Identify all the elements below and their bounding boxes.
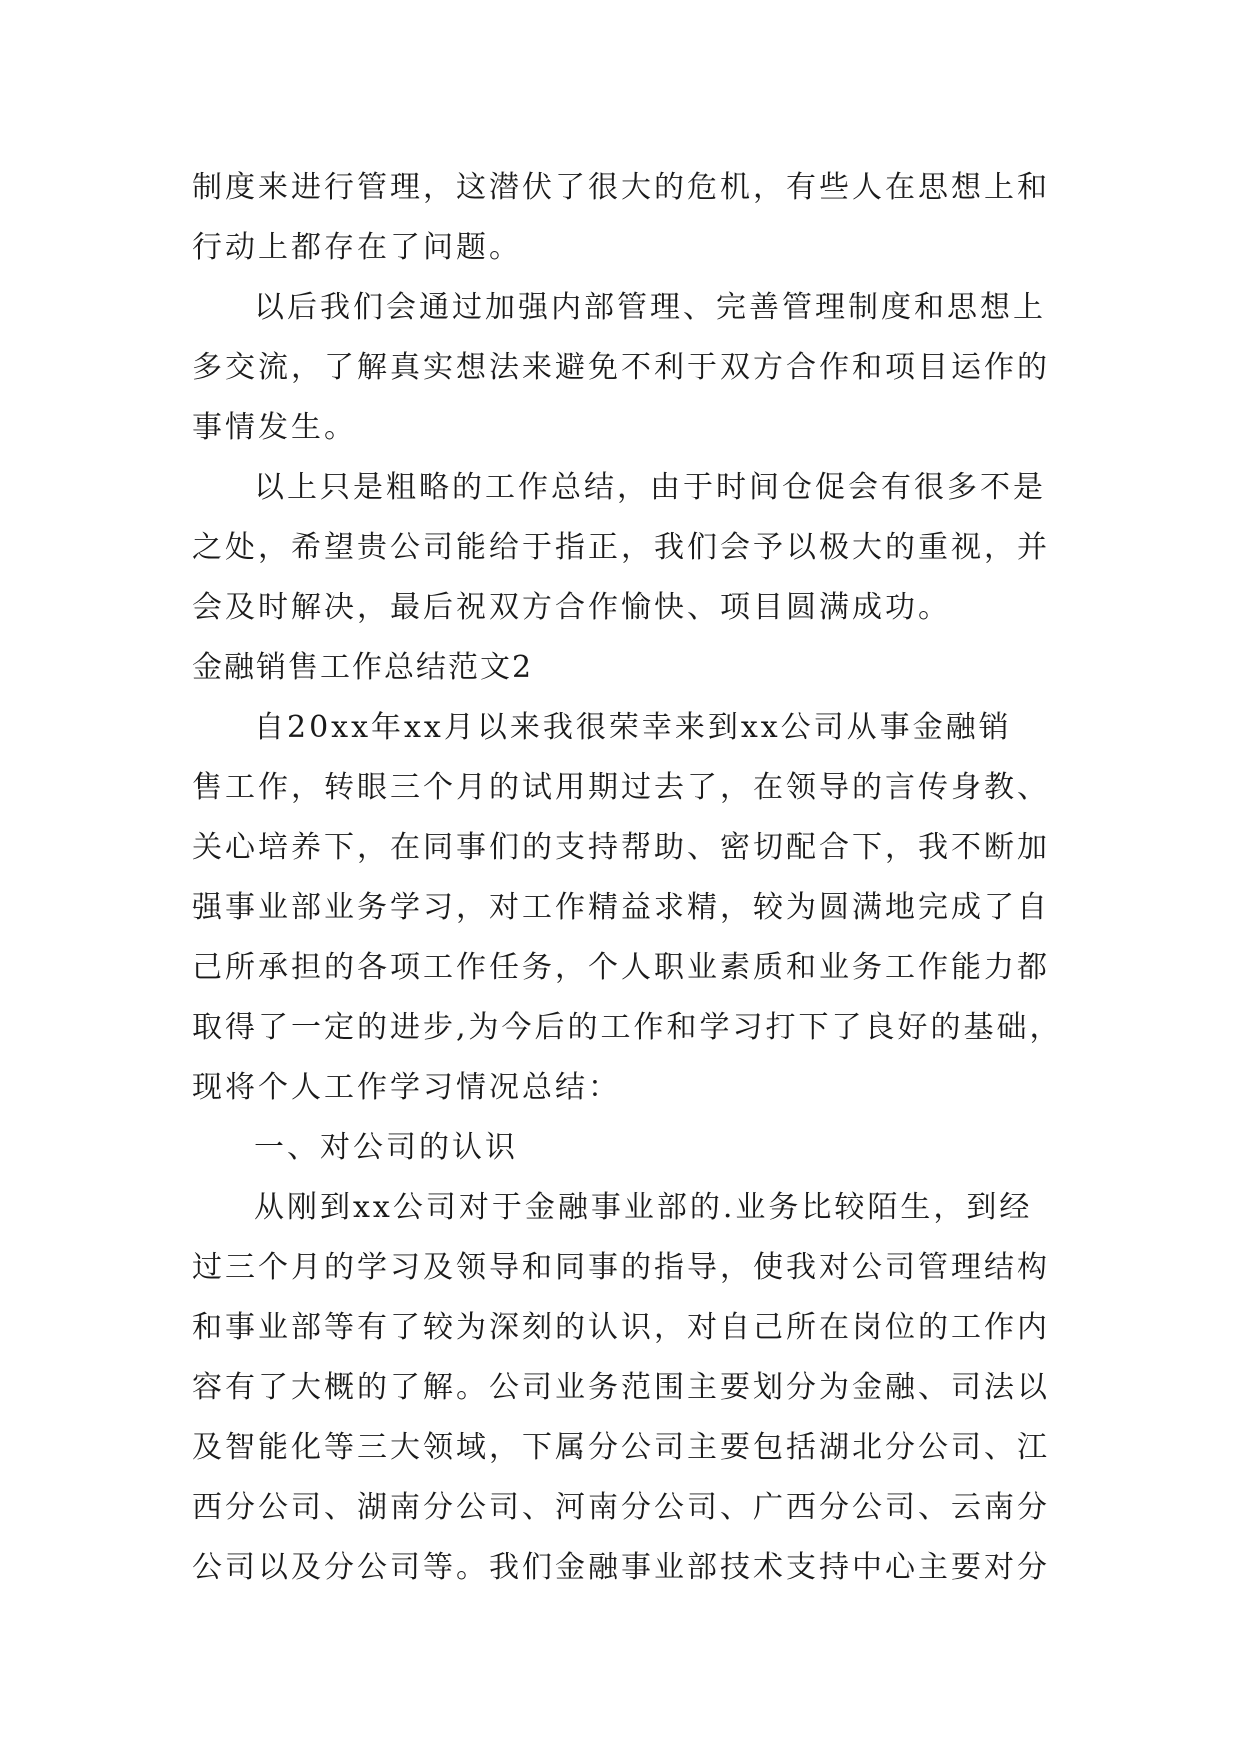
paragraph-1 [192, 158, 1072, 278]
paragraph-line: 会及时解决，最后祝双方合作愉快、项目圆满成功。 [192, 590, 951, 625]
paragraph-line: 自20xx年xx月以来我很荣幸来到xx公司从事金融销 [254, 710, 1012, 745]
paragraph-line: 及智能化等三大领域，下属分公司主要包括湖北分公司、江 [192, 1430, 1050, 1465]
paragraph-line: 以上只是粗略的工作总结，由于时间仓促会有很多不是 [254, 470, 1046, 505]
paragraph-line: 售工作，转眼三个月的试用期过去了，在领导的言传身教、 [192, 770, 1050, 805]
paragraph-line: 事情发生。 [192, 410, 357, 445]
paragraph-line: 从刚到xx公司对于金融事业部的.业务比较陌生，到经 [254, 1190, 1033, 1225]
document-body [192, 158, 1072, 1598]
paragraph-line: 之处，希望贵公司能给于指正，我们会予以极大的重视，并 [192, 530, 1050, 565]
paragraph-3 [192, 458, 1072, 638]
paragraph-4 [192, 698, 1072, 1118]
paragraph-line: 以后我们会通过加强内部管理、完善管理制度和思想上 [254, 290, 1046, 325]
paragraph-2 [192, 278, 1072, 458]
subheading: 一、对公司的认识 [254, 1130, 518, 1165]
paragraph-line: 关心培养下，在同事们的支持帮助、密切配合下，我不断加 [192, 830, 1050, 865]
paragraph-line: 取得了一定的进步,为今后的工作和学习打下了良好的基础， [192, 1010, 1063, 1045]
paragraph-line: 己所承担的各项工作任务，个人职业素质和业务工作能力都 [192, 950, 1050, 985]
paragraph-5 [192, 1178, 1072, 1598]
paragraph-line: 行动上都存在了问题。 [192, 230, 522, 265]
paragraph-line: 西分公司、湖南分公司、河南分公司、广西分公司、云南分 [192, 1490, 1050, 1525]
paragraph-line: 现将个人工作学习情况总结： [192, 1070, 621, 1105]
paragraph-line: 制度来进行管理，这潜伏了很大的危机，有些人在思想上和 [192, 170, 1050, 205]
paragraph-line: 强事业部业务学习，对工作精益求精，较为圆满地完成了自 [192, 890, 1050, 925]
paragraph-line: 公司以及分公司等。我们金融事业部技术支持中心主要对分 [192, 1550, 1050, 1585]
paragraph-line: 多交流，了解真实想法来避免不利于双方合作和项目运作的 [192, 350, 1050, 385]
paragraph-line: 过三个月的学习及领导和同事的指导，使我对公司管理结构 [192, 1250, 1050, 1285]
section-title: 金融销售工作总结范文2 [192, 650, 534, 685]
paragraph-line: 和事业部等有了较为深刻的认识，对自己所在岗位的工作内 [192, 1310, 1050, 1345]
paragraph-line: 容有了大概的了解。公司业务范围主要划分为金融、司法以 [192, 1370, 1050, 1405]
